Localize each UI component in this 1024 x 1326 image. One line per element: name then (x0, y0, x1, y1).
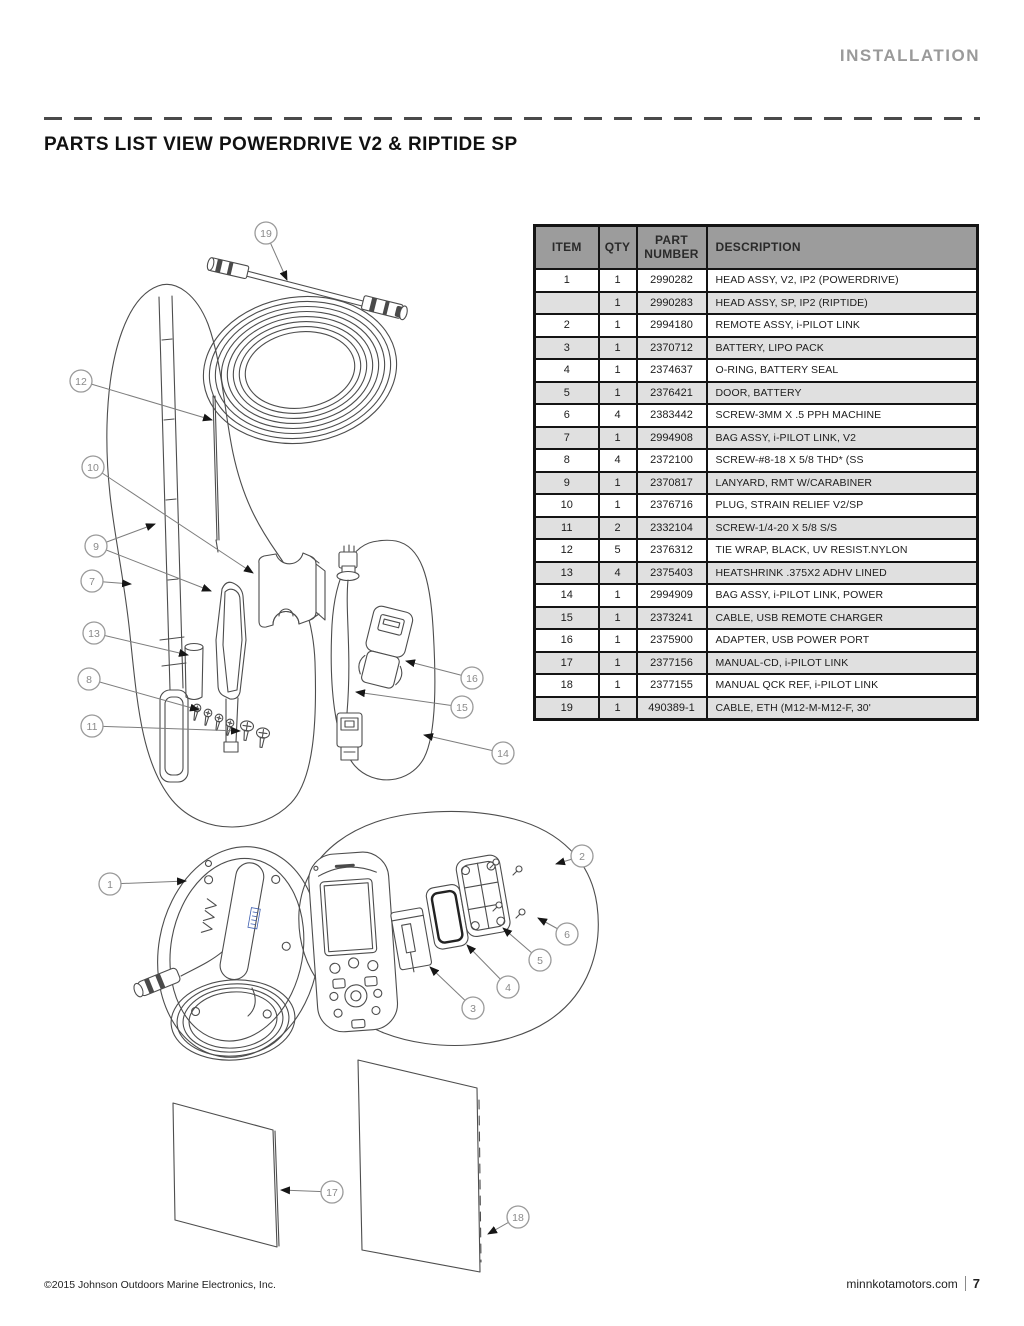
callout-3 (430, 967, 484, 1019)
table-row: 16 1 2375900 ADAPTER, USB POWER PORT (535, 629, 978, 652)
table-row: 1 1 2990282 HEAD ASSY, V2, IP2 (POWERDRIVE) (535, 269, 978, 292)
callout-18 (488, 1206, 529, 1234)
strain-relief-plug (259, 553, 325, 627)
table-row: 1 2990283 HEAD ASSY, SP, IP2 (RIPTIDE) (535, 292, 978, 315)
bag-v2-outline (107, 284, 316, 827)
svg-text:17: 17 (326, 1187, 338, 1199)
callouts (70, 222, 593, 1234)
svg-text:5: 5 (537, 955, 543, 967)
callout-16 (406, 661, 483, 689)
page-number: 7 (972, 1276, 980, 1291)
footer-divider (965, 1276, 966, 1291)
usb-charger-cable (337, 545, 362, 760)
cable-connector-right (361, 295, 409, 320)
usb-power-adapter (355, 604, 417, 690)
table-row: 5 1 2376421 DOOR, BATTERY (535, 382, 978, 405)
table-row: 12 5 2376312 TIE WRAP, BLACK, UV RESIST.NYLON (535, 539, 978, 562)
manual-cd-sheet (173, 1103, 279, 1247)
table-row: 14 1 2994909 BAG ASSY, i-PILOT LINK, POWER (535, 584, 978, 607)
callout-5 (503, 928, 551, 971)
table-header-row (535, 226, 978, 270)
svg-text:4: 4 (505, 982, 511, 994)
svg-text:7: 7 (89, 576, 95, 588)
col-header-part-number: PART NUMBER (637, 226, 707, 270)
col-header-item: ITEM (535, 226, 599, 270)
copyright-text: ©2015 Johnson Outdoors Marine Electronics, Inc. (44, 1279, 276, 1291)
callout-15 (356, 692, 473, 718)
callout-17 (281, 1181, 343, 1203)
table-row: 2 1 2994180 REMOTE ASSY, i-PILOT LINK (535, 314, 978, 337)
svg-text:19: 19 (260, 228, 272, 240)
callout-14 (424, 735, 514, 764)
col-header-qty: QTY (599, 226, 637, 270)
table-row: 8 4 2372100 SCREW-#8-18 X 5/8 THD* (SS (535, 449, 978, 472)
svg-text:3: 3 (470, 1003, 476, 1015)
svg-text:16: 16 (466, 673, 478, 685)
table-row: 10 1 2376716 PLUG, STRAIN RELIEF V2/SP (535, 494, 978, 517)
footer-website: minnkotamotors.com (846, 1276, 958, 1291)
table-row: 6 4 2383442 SCREW-3MM X .5 PPH MACHINE (535, 404, 978, 427)
heatshrink-tube (185, 644, 203, 700)
svg-text:10: 10 (87, 462, 99, 474)
table-row: 3 1 2370712 BATTERY, LIPO PACK (535, 337, 978, 360)
callout-1 (99, 873, 186, 895)
table-row: 15 1 2373241 CABLE, USB REMOTE CHARGER (535, 607, 978, 630)
table-row: 13 4 2375403 HEATSHRINK .375X2 ADHV LINED (535, 562, 978, 585)
table-row: 11 2 2332104 SCREW-1/4-20 X 5/8 S/S (535, 517, 978, 540)
battery (390, 907, 432, 974)
parts-table (533, 224, 979, 721)
quick-ref-sheet (358, 1060, 481, 1272)
svg-text:6: 6 (564, 929, 570, 941)
table-row: 18 1 2377155 MANUAL QCK REF, i-PILOT LINK (535, 674, 978, 697)
svg-text:11: 11 (86, 721, 98, 733)
head-assembly (132, 834, 336, 1071)
table-row: 4 1 2374637 O-RING, BATTERY SEAL (535, 359, 978, 382)
head-cable-coil (168, 976, 297, 1064)
tie-wrap (213, 396, 219, 552)
footer-right (846, 1276, 980, 1291)
svg-text:15: 15 (456, 702, 468, 714)
callout-19 (255, 222, 287, 280)
svg-text:14: 14 (497, 748, 509, 760)
mounting-screws-8 (191, 703, 235, 736)
page-title: PARTS LIST VIEW POWERDRIVE V2 & RIPTIDE SP (44, 134, 518, 155)
col-header-description: DESCRIPTION (707, 226, 978, 270)
table-row: 9 1 2370817 LANYARD, RMT W/CARABINER (535, 472, 978, 495)
svg-text:12: 12 (75, 376, 87, 388)
svg-text:9: 9 (93, 541, 99, 553)
callout-12 (70, 370, 212, 420)
section-header: INSTALLATION (839, 46, 980, 65)
table-row: 19 1 490389-1 CABLE, ETH (M12-M-M12-F, 30' (535, 697, 978, 720)
table-row: 17 1 2377156 MANUAL-CD, i-PILOT LINK (535, 652, 978, 675)
ethernet-cable-coil (194, 257, 409, 456)
callout-2 (556, 845, 593, 867)
remote-control (307, 850, 399, 1033)
callout-6 (538, 918, 578, 945)
svg-text:18: 18 (512, 1212, 524, 1224)
cable-connector-left (206, 257, 249, 279)
lanyard-strap (159, 296, 188, 782)
svg-text:8: 8 (86, 674, 92, 686)
pan-screws-11 (239, 720, 271, 748)
svg-text:2: 2 (579, 851, 585, 863)
parts-table-container (533, 224, 979, 721)
svg-text:1: 1 (107, 879, 113, 891)
table-row: 7 1 2994908 BAG ASSY, i-PILOT LINK, V2 (535, 427, 978, 450)
svg-text:13: 13 (88, 628, 100, 640)
callout-9 (85, 524, 211, 591)
head-cable-connector (132, 967, 181, 999)
callout-4 (467, 945, 519, 998)
